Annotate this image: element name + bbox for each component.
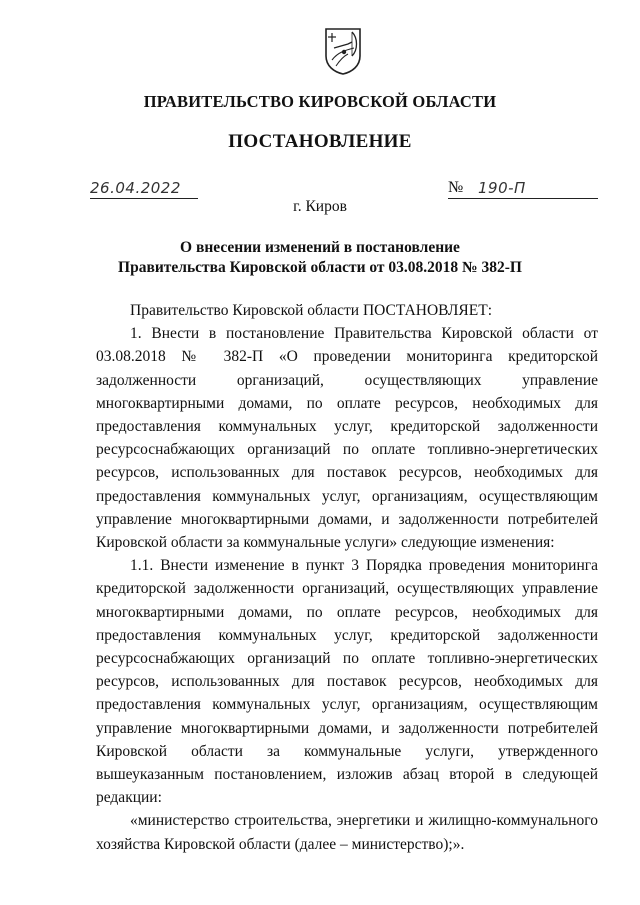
document-body <box>96 299 598 856</box>
body-paragraph: 1. Внести в постановление Правительства Кировской области от 03.08.2018 № 382-П «О проведении мониторинга кредиторской задолженности организаций, осуществляющих управление многоквартирными домами, по оплате ресурсов, необходимых для предоставления коммунальных услуг, кредиторской задолженности ресурсоснабжающих организаций по оплате топливно-энергетических ресурсов, использованных для поставок ресурсов, необходимых для предоставления коммунальных услуг, организациям, осуществляющим управление многоквартирными домами, и задолженности потребителей Кировской области за коммунальные услуги» следующие изменения: <box>96 325 598 552</box>
subject-line-1: О внесении изменений в постановление <box>180 239 460 256</box>
date-field <box>90 178 198 199</box>
document-date: 26.04.2022 <box>90 179 181 197</box>
body-paragraph: 1.1. Внести изменение в пункт 3 Порядка проведения мониторинга кредиторской задолженности организаций, осуществляющих управление многоквартирными домами, по оплате ресурсов, необходимых для предоставления коммунальных услуг, кредиторской задолженности ресурсоснабжающих организаций по оплате топливно-энергетических ресурсов, использованных для поставок ресурсов, необходимых для предоставления коммунальных услуг, организациям, осуществляющим управление многоквартирными домами, и задолженности потребителей Кировской области за коммунальные услуги, утвержденного вышеуказанным постановлением, изложив абзац второй в следующей редакции: <box>96 557 598 807</box>
coat-of-arms-icon <box>322 26 364 76</box>
body-paragraph: «министерство строительства, энергетики и жилищно-коммунального хозяйства Кировской области (далее – министерство);». <box>96 812 598 853</box>
city-label: г. Киров <box>293 198 347 215</box>
document-number: 190-П <box>478 179 526 197</box>
organization-title: ПРАВИТЕЛЬСТВО КИРОВСКОЙ ОБЛАСТИ <box>143 92 497 111</box>
number-sign: № <box>448 179 464 196</box>
number-field <box>448 178 598 199</box>
subject-line-2: Правительства Кировской области от 03.08.2018 № 382-П <box>118 259 522 276</box>
document-subject <box>60 238 580 278</box>
document-type-title: ПОСТАНОВЛЕНИЕ <box>228 131 412 152</box>
body-paragraph: Правительство Кировской области ПОСТАНОВЛЯЕТ: <box>130 302 493 319</box>
